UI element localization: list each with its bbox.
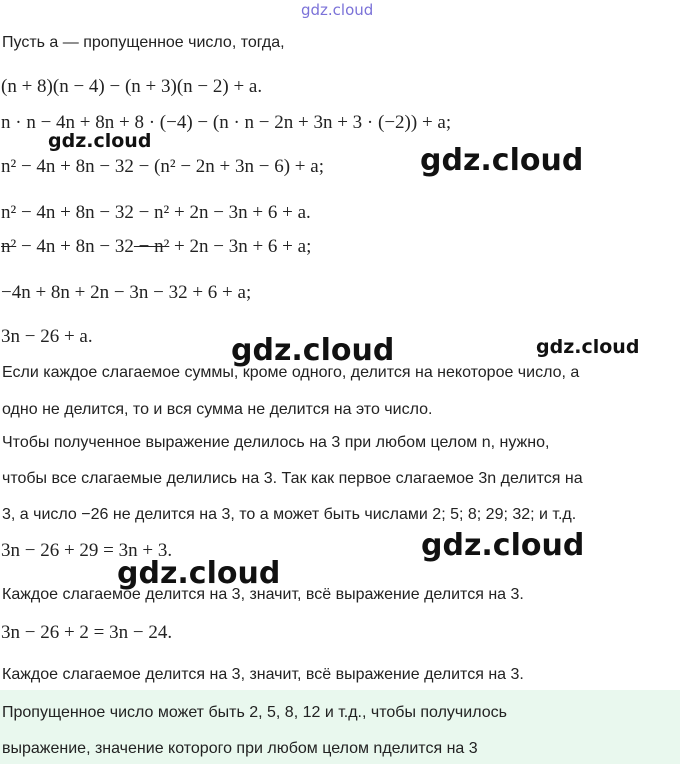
- math-line-3: n² − 4n + 8n − 32 − (n² − 2n + 3n − 6) + a;: [1, 156, 324, 177]
- paragraph-2-line-2: чтобы все слагаемые делились на 3. Так как первое слагаемое 3n делится на: [2, 470, 583, 487]
- math-line-5-part-2: − 4n + 8n − 32: [16, 236, 134, 257]
- math-line-5-part-4: + 2n − 3n + 6 + a;: [169, 236, 312, 257]
- math-line-4: n² − 4n + 8n − 32 − n² + 2n − 3n + 6 + a.: [1, 202, 311, 223]
- math-line-7: 3n − 26 + a.: [1, 326, 93, 347]
- math-line-6: −4n + 8n + 2n − 3n − 32 + 6 + a;: [1, 282, 252, 303]
- math-example-2: 3n − 26 + 2 = 3n − 24.: [1, 622, 173, 643]
- paragraph-1-line-1: Если каждое слагаемое суммы, кроме одного, делится на некоторое число, а: [2, 364, 580, 381]
- paragraph-1-line-2: одно не делится, то и вся сумма не делится на это число.: [2, 401, 433, 418]
- cancelled-term-2: − n²: [133, 236, 170, 257]
- math-example-1: 3n − 26 + 29 = 3n + 3.: [1, 540, 173, 561]
- math-line-5: [1, 236, 311, 258]
- cancelled-term-1: n²: [1, 236, 17, 257]
- watermark-6[interactable]: gdz.cloud: [117, 556, 281, 591]
- watermark-5[interactable]: gdz.cloud: [421, 528, 585, 563]
- answer-line-1: Пропущенное число может быть 2, 5, 8, 12 и т.д., чтобы получилось: [2, 704, 507, 721]
- paragraph-2-line-3: 3, а число −26 не делится на 3, то a может быть числами 2; 5; 8; 29; 32; и т.д.: [2, 506, 577, 523]
- intro-text: Пусть a — пропущенное число, тогда,: [2, 34, 285, 51]
- watermark-2[interactable]: gdz.cloud: [420, 143, 584, 178]
- watermark-4[interactable]: gdz.cloud: [536, 336, 640, 358]
- watermark-3[interactable]: gdz.cloud: [231, 333, 395, 368]
- watermark-1[interactable]: gdz.cloud: [48, 130, 152, 152]
- conclusion-2: Каждое слагаемое делится на 3, значит, всё выражение делится на 3.: [2, 666, 524, 683]
- watermark-top[interactable]: gdz.cloud: [301, 1, 374, 19]
- conclusion-1: Каждое слагаемое делится на 3, значит, всё выражение делится на 3.: [2, 586, 524, 603]
- math-line-1: (n + 8)(n − 4) − (n + 3)(n − 2) + a.: [1, 76, 263, 97]
- paragraph-2-line-1: Чтобы полученное выражение делилось на 3 при любом целом n, нужно,: [2, 434, 550, 451]
- math-line-2: n · n − 4n + 8n + 8 · (−4) − (n · n − 2n + 3n + 3 · (−2)) + a;: [1, 112, 452, 133]
- answer-line-2: выражение, значение которого при любом целом nделится на 3: [2, 740, 478, 757]
